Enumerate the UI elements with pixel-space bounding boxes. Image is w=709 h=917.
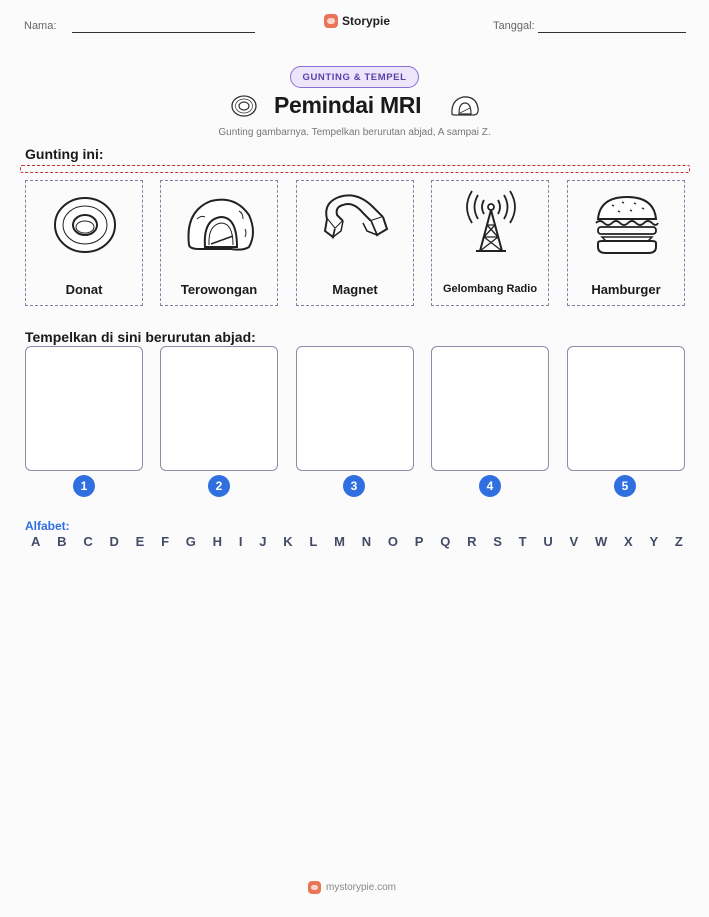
brand-name: Storypie <box>342 14 391 28</box>
card-label: Terowongan <box>180 282 258 297</box>
slot-number: 3 <box>343 475 365 497</box>
storypie-logo-icon <box>324 14 338 28</box>
alphabet-letter: G <box>185 534 196 549</box>
alphabet-letter: Z <box>674 534 683 549</box>
alphabet-letter: Y <box>649 534 659 549</box>
paste-slot-1[interactable] <box>25 346 143 471</box>
alphabet-letter: H <box>212 534 223 549</box>
paste-slot-2[interactable] <box>160 346 278 471</box>
alphabet-letter: S <box>493 534 502 549</box>
alphabet-letter: J <box>259 534 267 549</box>
cut-section-title: Gunting ini: <box>25 146 104 162</box>
brand-logo <box>324 14 390 28</box>
alphabet-letter: P <box>414 534 424 549</box>
date-field[interactable] <box>538 32 686 33</box>
alphabet-letter: F <box>161 534 170 549</box>
alphabet-letter: M <box>334 534 345 549</box>
alphabet-letter: W <box>594 534 608 549</box>
alphabet-letter: E <box>135 534 145 549</box>
slot-number: 1 <box>73 475 95 497</box>
alphabet-letter: D <box>109 534 119 549</box>
donut-icon <box>50 189 120 259</box>
alphabet-label: Alfabet: <box>25 519 70 533</box>
donut-icon-small <box>230 94 258 118</box>
slot-number: 5 <box>614 475 636 497</box>
card-label: Hamburger <box>591 282 661 297</box>
paste-slot-5[interactable] <box>567 346 685 471</box>
cutout-card-magnet[interactable] <box>296 180 414 306</box>
tunnel-icon-small <box>449 94 481 118</box>
alphabet-letter: A <box>31 534 41 549</box>
card-label: Gelombang Radio <box>442 283 538 295</box>
cutout-card-hamburger[interactable] <box>567 180 685 306</box>
alphabet-letter: V <box>569 534 579 549</box>
alphabet-letter: Q <box>440 534 451 549</box>
tunnel-icon <box>183 189 257 259</box>
footer-url[interactable]: mystorypie.com <box>326 882 397 893</box>
alphabet-letter: N <box>361 534 372 549</box>
alphabet-letter: L <box>309 534 318 549</box>
card-label: Magnet <box>332 282 378 297</box>
radio-tower-icon <box>456 189 526 259</box>
cut-line <box>20 165 690 173</box>
alphabet-letter: B <box>57 534 67 549</box>
alphabet-letter: R <box>467 534 477 549</box>
magnet-icon <box>321 189 391 259</box>
slot-number: 2 <box>208 475 230 497</box>
alphabet-letter: K <box>283 534 293 549</box>
instructions: Gunting gambarnya. Tempelkan berurutan abjad, A sampai Z. <box>218 127 491 138</box>
name-label: Nama: <box>24 20 57 32</box>
cutout-card-donat[interactable] <box>25 180 143 306</box>
page-title: Pemindai MRI <box>274 92 422 118</box>
name-field[interactable] <box>72 32 255 33</box>
storypie-logo-icon <box>308 881 321 894</box>
alphabet-letter: C <box>83 534 93 549</box>
paste-slot-4[interactable] <box>431 346 549 471</box>
alphabet-letter: X <box>624 534 633 549</box>
date-label: Tanggal: <box>493 20 535 32</box>
alphabet-letter: U <box>543 534 553 549</box>
alphabet-letter: T <box>518 534 527 549</box>
hamburger-icon <box>592 189 662 259</box>
cutout-card-terowongan[interactable] <box>160 180 278 306</box>
footer <box>308 881 396 894</box>
alphabet-row <box>31 534 683 549</box>
activity-badge: GUNTING & TEMPEL <box>290 66 419 88</box>
paste-slot-3[interactable] <box>296 346 414 471</box>
paste-section-title: Tempelkan di sini berurutan abjad: <box>25 329 256 345</box>
card-label: Donat <box>65 282 103 297</box>
alphabet-letter: I <box>238 534 243 549</box>
cutout-card-gelombang-radio[interactable] <box>431 180 549 306</box>
slot-number: 4 <box>479 475 501 497</box>
alphabet-letter: O <box>387 534 398 549</box>
